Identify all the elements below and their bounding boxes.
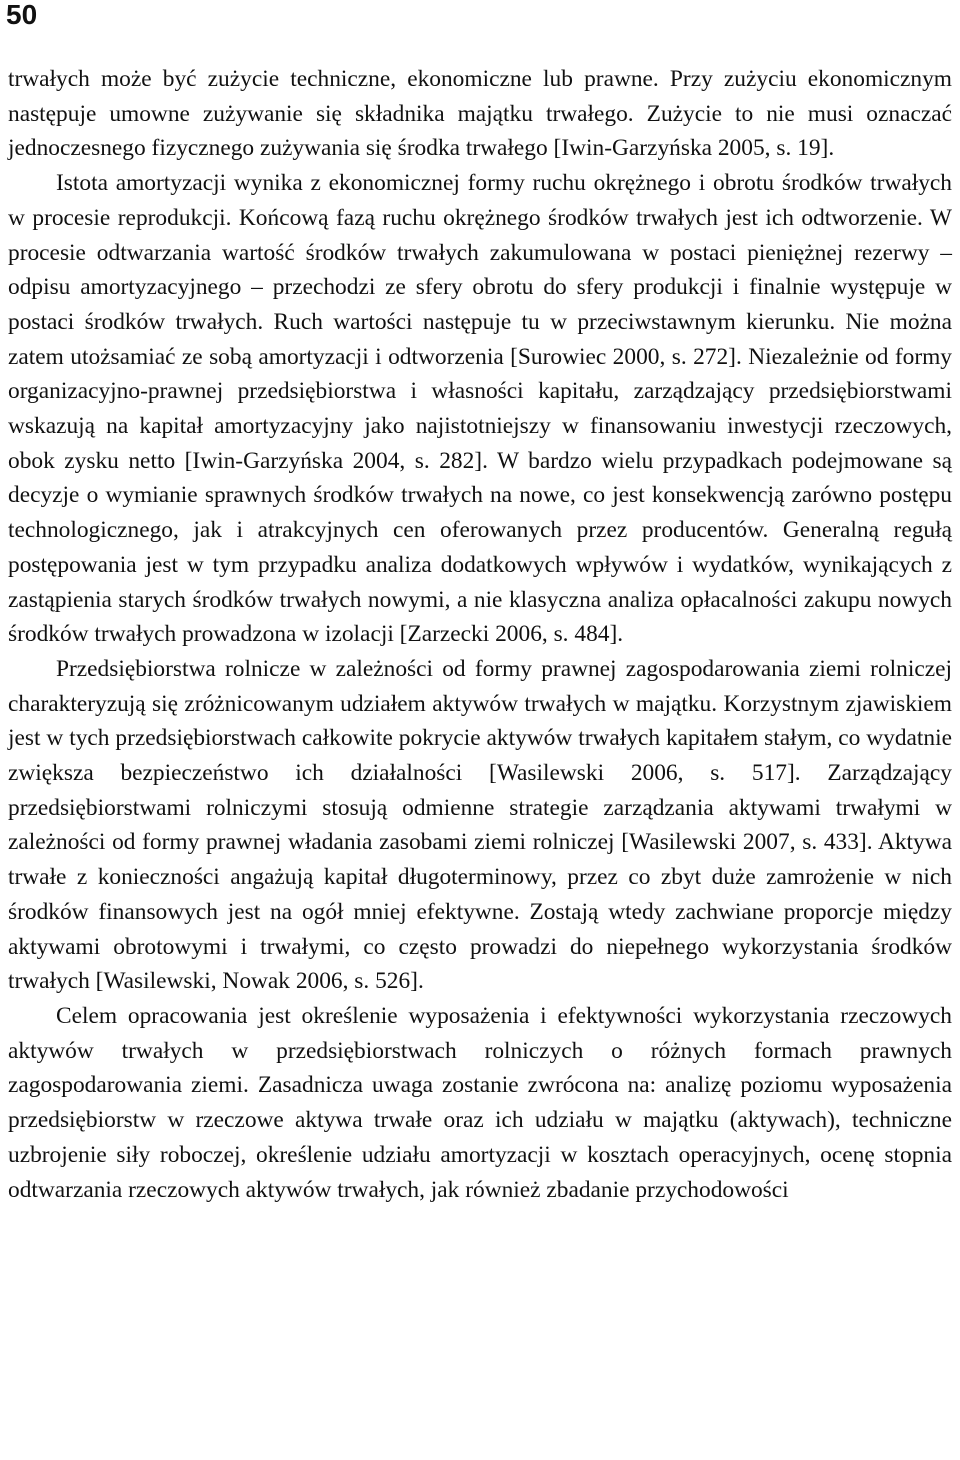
paragraph-agricultural-enterprises: Przedsiębiorstwa rolnicze w zależności od formy prawnej zagospodarowania ziemi rolniczej charakteryzują się zróżnicowanym udziałem aktywów trwałych w majątku. Korzystnym zjawiskiem jest w tych przedsiębiorstwach całkowite pokrycie aktywów trwałych kapitałem stałym, co wydatnie zwiększa bezpieczeństwo ich działalności [Wasilewski 2006, s. 517]. Zarządzający przedsiębiorstwami rolniczymi stosują odmienne strategie zarządzania aktywami trwałymi w zależności od formy prawnej władania zasobami ziemi rolniczej [Wasilewski 2007, s. 433]. Aktywa trwałe z konieczności angażują kapitał długoterminowy, przez co zbyt duże zamrożenie w nich środków finansowych jest na ogół mniej efektywne. Zostają wtedy zachwiane proporcje między aktywami obrotowymi i trwałymi, co często prowadzi do niepełnego wykorzystania środków trwałych [Wasilewski, Nowak 2006, s. 526]. bbox=[8, 655, 952, 995]
paragraph-amortization-essence: Istota amortyzacji wynika z ekonomicznej formy ruchu okrężnego i obrotu środków trwałych w procesie reprodukcji. Końcową fazą ruchu okrężnego środków trwałych jest ich odtworzenie. W procesie odtwarzania wartość środków trwałych zakumulowana w postaci pieniężnej rezerwy – odpisu amortyzacyjnego – przechodzi ze sfery obrotu do sfery produkcji i finalnie występuje w postaci środków trwałych. Ruch wartości następuje tu w przeciwstawnym kierunku. Nie można zatem utożsamiać ze sobą amortyzacji i odtworzenia [Surowiec 2000, s. 272]. Niezależnie od formy organizacyjno-prawnej przedsiębiorstwa i własności kapitału, zarządzający przedsiębiorstwami wskazują na kapitał amortyzacyjny jako najistotniejszy w finansowaniu inwestycji rzeczowych, obok zysku netto [Iwin-Garzyńska 2004, s. 282]. W bardzo wielu przypadkach podejmowane są decyzje o wymianie sprawnych środków trwałych na nowe, co jest konsekwencją zarówno postępu technologicznego, jak i atrakcyjnych cen oferowanych przez producentów. Generalną regułą postępowania jest w tym przypadku analiza dodatkowych wpływów i wydatków, wynikających z zastąpienia starych środków trwałych nowymi, a nie klasyczna analiza opłacalności zakupu nowych środków trwałych prowadzona w izolacji [Zarzecki 2006, s. 484]. bbox=[8, 170, 952, 648]
page-number: 50 bbox=[6, 0, 38, 30]
paragraph-continuation: trwałych może być zużycie techniczne, ekonomiczne lub prawne. Przy zużyciu ekonomicznym następuje umowne zużywanie się składnika majątku trwałego. Zużycie to nie musi oznaczać jednoczesnego fizycznego zużywania się środka trwałego [Iwin-Garzyńska 2005, s. 19]. bbox=[8, 66, 952, 162]
paragraph-study-aim: Celem opracowania jest określenie wyposażenia i efektywności wykorzystania rzeczowych aktywów trwałych w przedsiębiorstwach rolniczych o różnych formach prawnych zagospodarowania ziemi. Zasadnicza uwaga zostanie zwrócona na: analizę poziomu wyposażenia przedsiębiorstw w rzeczowe aktywa trwałe oraz ich udziału w majątku (aktywach), techniczne uzbrojenie siły roboczej, określenie udziału amortyzacji w kosztach operacyjnych, ocenę stopnia odtwarzania rzeczowych aktywów trwałych, jak również zbadanie przychodowości bbox=[8, 1002, 952, 1203]
body-text bbox=[8, 62, 952, 1207]
